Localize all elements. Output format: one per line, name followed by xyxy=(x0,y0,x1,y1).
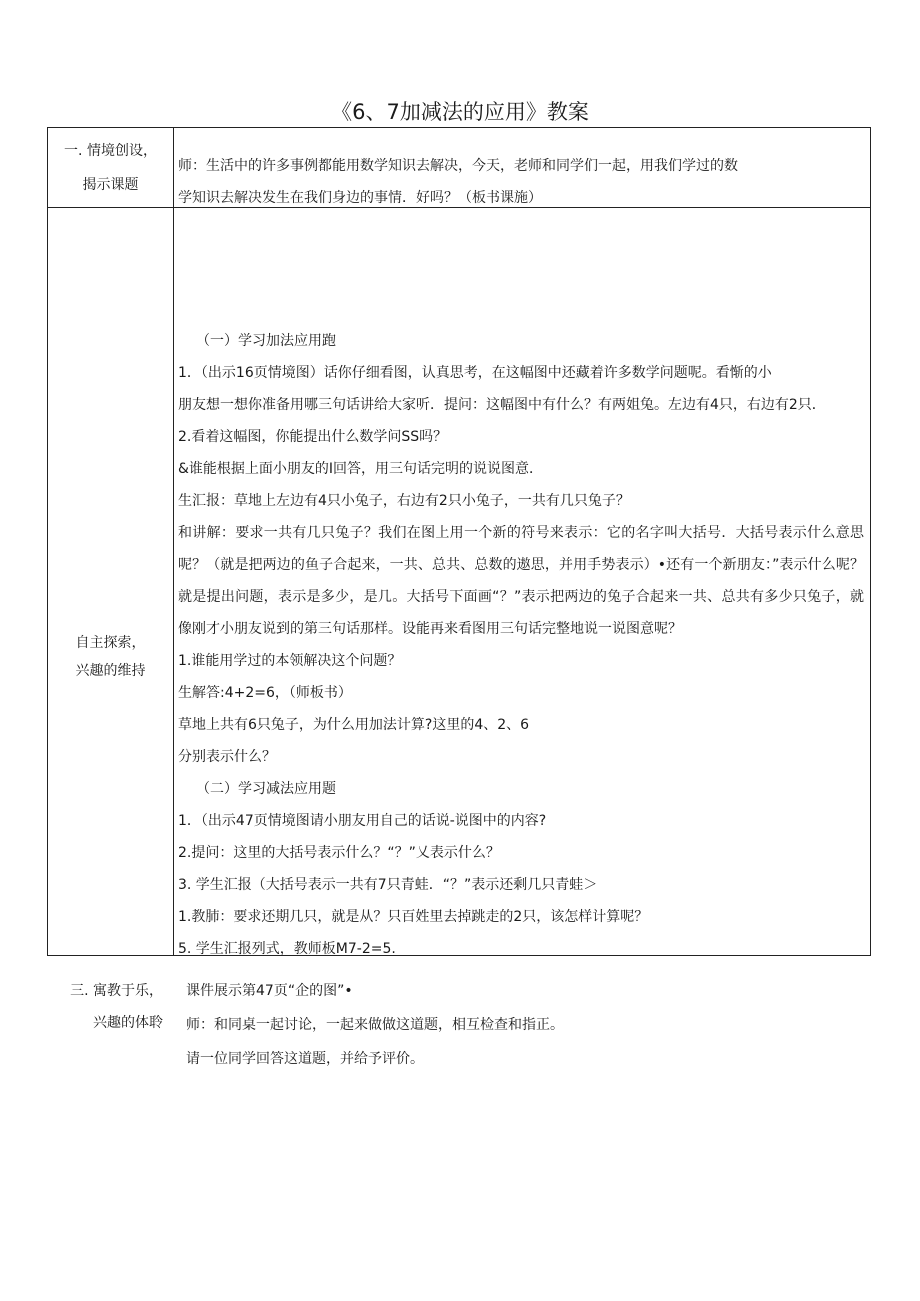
content-line: 2.提问：这里的大括号表示什么？“？”乂表示什么？ xyxy=(178,845,500,861)
page-title: 《6、7加减法的应用》教案 xyxy=(331,100,589,124)
content-line: 生解答:4+2=6，（师板书） xyxy=(178,685,352,701)
row-label-line: 自主探索， xyxy=(75,635,146,651)
content-line: 1．（出示47页情境图请小朋友用自己的话说-说图中的内容? xyxy=(178,813,547,829)
row-label-line: 兴趣的维持 xyxy=(75,663,146,679)
content-line: 师：生活中的许多事例都能用数学知识去解决，今天，老师和同学们一起，用我们学过的数 xyxy=(178,158,738,174)
row-content xyxy=(174,128,870,207)
row-content xyxy=(174,208,870,955)
content-line: 3. 学生汇报（大括号表示一共有7只青蛙．“？”表示还剩几只青蛙＞ xyxy=(178,877,598,893)
table-row-intro xyxy=(48,128,870,208)
subheading: （一）学习加法应用跑 xyxy=(196,333,336,349)
content-paragraph: 1．（出示16页情境图）话你仔细看图，认真思考，在这幅图中还藏着许多数学问题呢。看惭的小 xyxy=(178,365,772,381)
content-paragraph: 和讲解：要求一共有几只兔子？我们在图上用一个新的符号来表示：它的名字叫大括号．大括号表示什么意思呢？（就是把两边的鱼子合起来，一共、总共、总数的遨思，并用手势表示）•还有一个新朋友：”表示什么呢？就是提出问题，表示是多少，是几。大括号下面画“？”表示把两边的兔子合起来一共、总共有多少只兔子，就像刚才小朋友说到的第三句话那样。设能再来看图用三句话完整地说一说图意呢？ xyxy=(178,525,864,637)
content-line: 请一位同学回答这道题，并给予评价。 xyxy=(186,1051,424,1067)
row-label xyxy=(48,208,174,955)
row-content xyxy=(186,975,564,1077)
content-line: 1.谁能用学过的本领解决这个问题？ xyxy=(178,653,402,669)
content-line: 生汇报：草地上左边有4只小兔子，右边有2只小兔子，一共有几只兔子？ xyxy=(178,493,630,509)
content-line: &谁能根据上面小朋友的I回答，用三句话完明的说说图意． xyxy=(178,461,544,477)
content-paragraph: 朋友想一想你准备用哪三句话讲给大家听．提问：这幅图中有什么？有两姐兔。左边有4只，右边有2只． xyxy=(178,397,826,413)
row-label-line: 揭示课题 xyxy=(82,176,139,193)
section-fun xyxy=(47,975,871,1085)
row-label xyxy=(47,975,173,1039)
content-line: 5. 学生汇报列式，教师板M7-2=5. xyxy=(178,941,396,957)
subheading: （二）学习减法应用题 xyxy=(196,781,336,797)
content-line: 2.看着这幅图，你能提出什么数学问SS吗？ xyxy=(178,429,448,445)
row-label-line: 兴趣的体聆 xyxy=(93,1015,163,1031)
content-line: 师：和同桌一起讨论，一起来做做这道题，相互检查和指正。 xyxy=(186,1017,564,1033)
row-label xyxy=(48,128,174,207)
content-line: 1.教肺：要求还期几只，就是从？只百姓里去掉跳走的2只，该怎样计算呢？ xyxy=(178,909,649,925)
content-line: 草地上共有6只兔子，为什么用加法计算?这里的4、2、6 xyxy=(178,717,530,733)
table-row-explore xyxy=(48,208,870,955)
content-line: 分别表示什么？ xyxy=(178,749,276,765)
content-line: 课件展示第47页“企的图”• xyxy=(186,983,353,999)
row-label-line: 一. 情境创设， xyxy=(64,142,157,159)
lesson-table xyxy=(47,127,871,956)
row-label-line: 三. 寓教于乐， xyxy=(70,983,163,999)
content-line: 学知识去解决发生在我们身边的事情．好吗？（板书课施） xyxy=(178,190,542,206)
